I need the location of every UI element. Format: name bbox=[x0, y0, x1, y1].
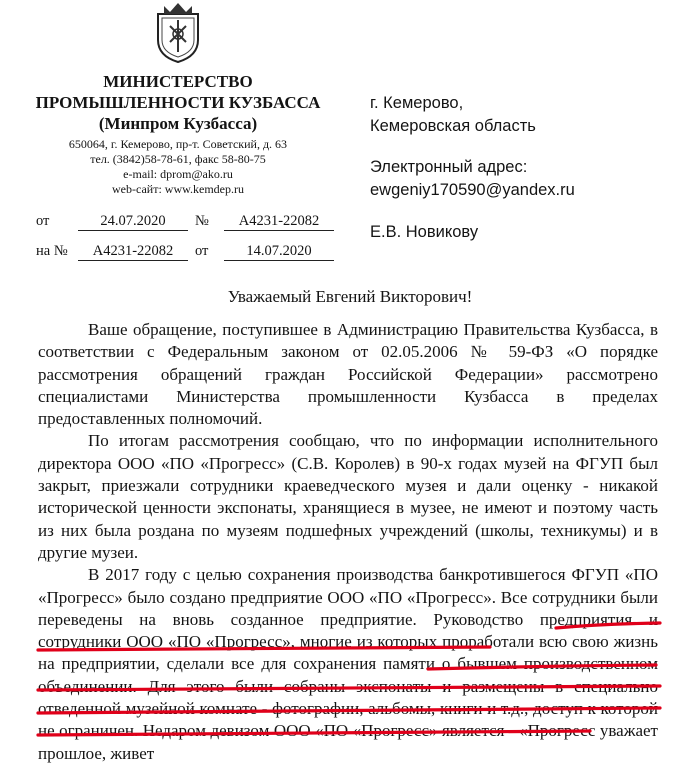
ministry-address: 650064, г. Кемерово, пр-т. Советский, д. 63 bbox=[68, 137, 288, 151]
recipient-name: Е.В. Новикову bbox=[370, 223, 479, 241]
letter-date: 24.07.2020 bbox=[78, 213, 188, 231]
recipient-city: г. Кемерово, bbox=[370, 94, 464, 112]
recipient-email: ewgeniy170590@yandex.ru bbox=[370, 181, 575, 199]
ministry-name-line2: ПРОМЫШЛЕННОСТИ КУЗБАССА bbox=[35, 93, 321, 112]
paragraph: В 2017 году с целью сохранения производства банкротившегося ФГУП «ПО «Прогресс» было создано предприятие ООО «ПО «Прогресс». Все сотрудники были переведены на вновь созданное предприятие. Руководство предприятия и сотрудники ООО «ПО «Прогресс», многие из которых проработали всю свою жизнь на предприятии, сделали все для сохранения памяти о бывшем производственном объединении. Для этого были собраны экспонаты и размещены в специально отведенной музейной комнате - фотографии, альбомы, книги и т.д., доступ к которой не ограничен. Недаром девизом ООО «ПО «Прогресс» является - «Прогресс уважает прошлое, живет bbox=[38, 565, 658, 763]
coat-of-arms-icon bbox=[152, 0, 204, 64]
letter-body bbox=[38, 319, 658, 765]
reply-to-number: А4231-22082 bbox=[78, 243, 188, 261]
paragraph: По итогам рассмотрения сообщаю, что по информации исполнительного директора ООО «ПО «Прогресс» (С.В. Королев) в 90-х годах музей на ФГУП был закрыт, приезжали сотрудники краеведческого музея и дали оценку - никакой исторической ценности экспонаты, хранящиеся в музее, не имеют и поэтому часть из них была роздана по музеям подшефных учреждений (школы, техникумы) и в другие музеи. bbox=[38, 431, 658, 562]
greeting: Уважаемый Евгений Викторович! bbox=[227, 287, 473, 306]
ministry-phone: тел. (3842)58-78-61, факс 58-80-75 bbox=[90, 152, 266, 166]
number-label: № bbox=[195, 213, 209, 229]
recipient-region: Кемеровская область bbox=[370, 117, 536, 135]
ministry-website: web-сайт: www.kemdep.ru bbox=[112, 182, 244, 196]
reply-from-label: от bbox=[195, 243, 209, 259]
ministry-email: e-mail: dprom@ako.ru bbox=[123, 167, 233, 181]
recipient-email-label: Электронный адрес: bbox=[370, 158, 528, 176]
paragraph: Ваше обращение, поступившее в Администрацию Правительства Кузбасса, в соответствии с Федеральным законом от 02.05.2006 № 59-ФЗ «О порядке рассмотрения обращений граждан Российской Федерации» рассмотрено специалистами Министерства промышленности Кузбасса в пределах предоставленных полномочий. bbox=[38, 320, 658, 429]
letter-number: А4231-22082 bbox=[224, 213, 334, 231]
ministry-short-name: (Минпром Кузбасса) bbox=[98, 114, 258, 133]
from-label: от bbox=[36, 213, 50, 229]
ministry-name-line1: МИНИСТЕРСТВО bbox=[103, 72, 253, 91]
reply-to-label: на № bbox=[36, 243, 68, 259]
reply-to-date: 14.07.2020 bbox=[224, 243, 334, 261]
